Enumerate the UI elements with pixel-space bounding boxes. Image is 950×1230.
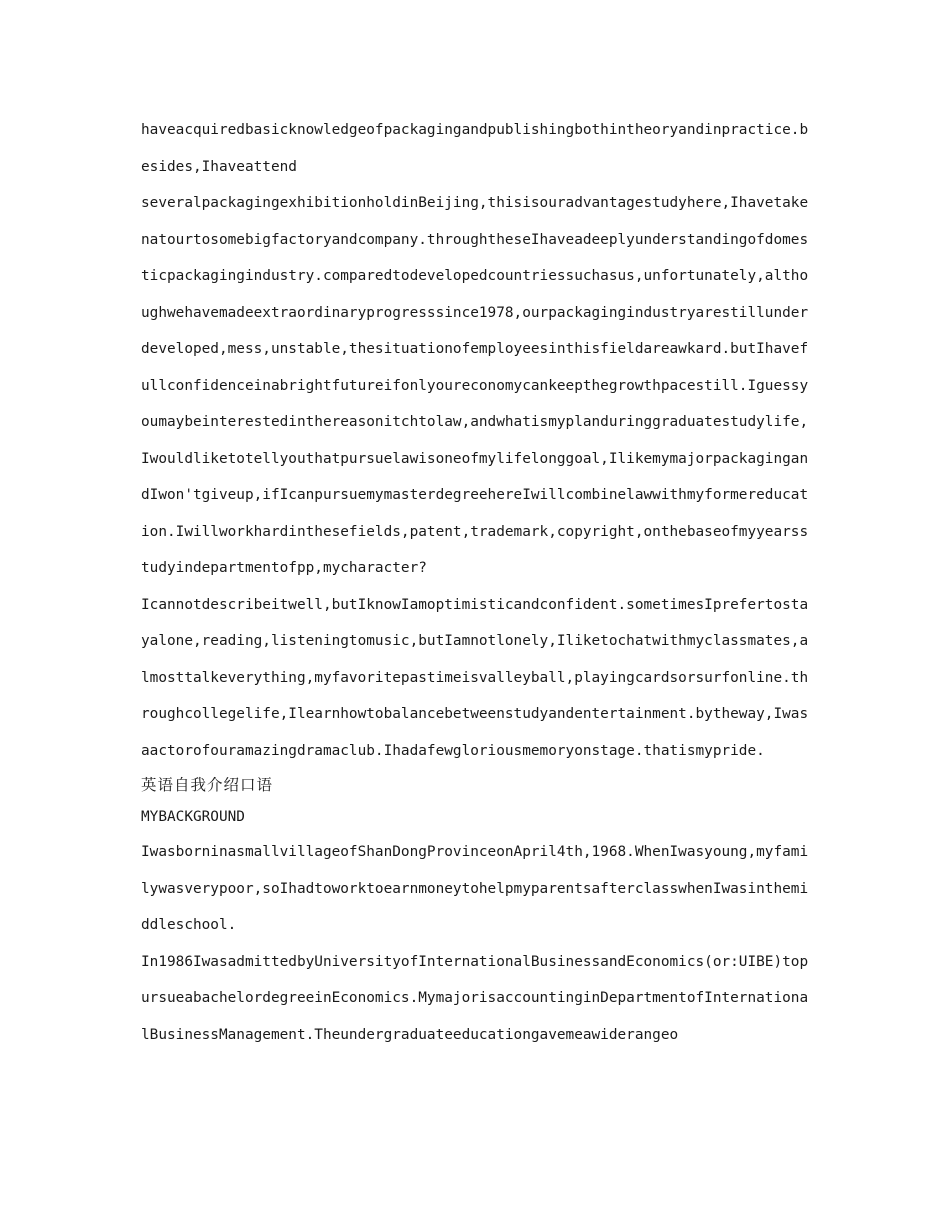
section-heading-chinese: 英语自我介绍口语: [141, 776, 274, 794]
paragraph-university: In1986IwasadmittedbyUniversityofInternationalBusinessandEconomics(or:UIBE)topursueabachelordegreeinEconomics.MymajorisaccountinginDepartmentofInternationalBusinessManagement.Theundergraduateeducationgavemeawiderangeo: [141, 953, 809, 1043]
paragraph-birth: IwasborninasmallvillageofShanDongProvinceonApril4th,1968.WhenIwasyoung,myfamilywasverypoor,soIhadtoworktoearnmoneytohelpmyparentsafterclasswhenIwasinthemiddleschool.: [141, 844, 809, 933]
document-body: [141, 112, 813, 1053]
paragraph-character: Icannotdescribeitwell,butIknowIamoptimisticandconfident.sometimesIprefertostayalone,reading,listeningtomusic,butIamnotlonely,Iliketochatwithmyclassmates,almosttalkeverything,myfavoritepastimeisvalleyball,playingcardsorsurfonline.throughcollegelife,Ilearnhowtobalancebetweenstudyandentertainment.bytheway,Iwasaactorofouramazingdramaclub.Ihadafewgloriousmemoryonstage.thatismypride.: [141, 596, 809, 759]
paragraph-packaging-industry: severalpackagingexhibitionholdinBeijing,thisisouradvantagestudyhere,Ihavetakenatourtosomebigfactoryandcompany.throughtheseIhaveadeeplyunderstandingofdomesticpackagingindustry.comparedtodevelopedcountriessuchasus,unfortunately,althoughwehavemadeextraordinaryprogresssince1978,ourpackagingindustryarestillunderdeveloped,mess,unstable,thesituationofemployeesinthisfieldareawkard.butIhavefullconfidenceinabrightfutureifonlyoureconomycankeepthegrowthpacestill.Iguessyoumaybeinterestedinthereasonitchtolaw,andwhatismyplanduringgraduatestudylife,Iwouldliketotellyouthatpursuelawisoneofmylifelonggoal,IlikemymajorpackagingandIwon'tgiveup,ifIcanpursuemymasterdegreehereIwillcombinelawwithmyformereducation.Iwillworkhardinthesefields,patent,trademark,copyright,onthebaseofmyyearsstudyindepartmentofpp,mycharacter?: [141, 195, 809, 576]
section-heading-background: MYBACKGROUND: [141, 809, 245, 825]
paragraph-packaging-knowledge: haveacquiredbasicknowledgeofpackagingandpublishingbothintheoryandinpractice.besides,Ihaveattend: [141, 122, 809, 175]
